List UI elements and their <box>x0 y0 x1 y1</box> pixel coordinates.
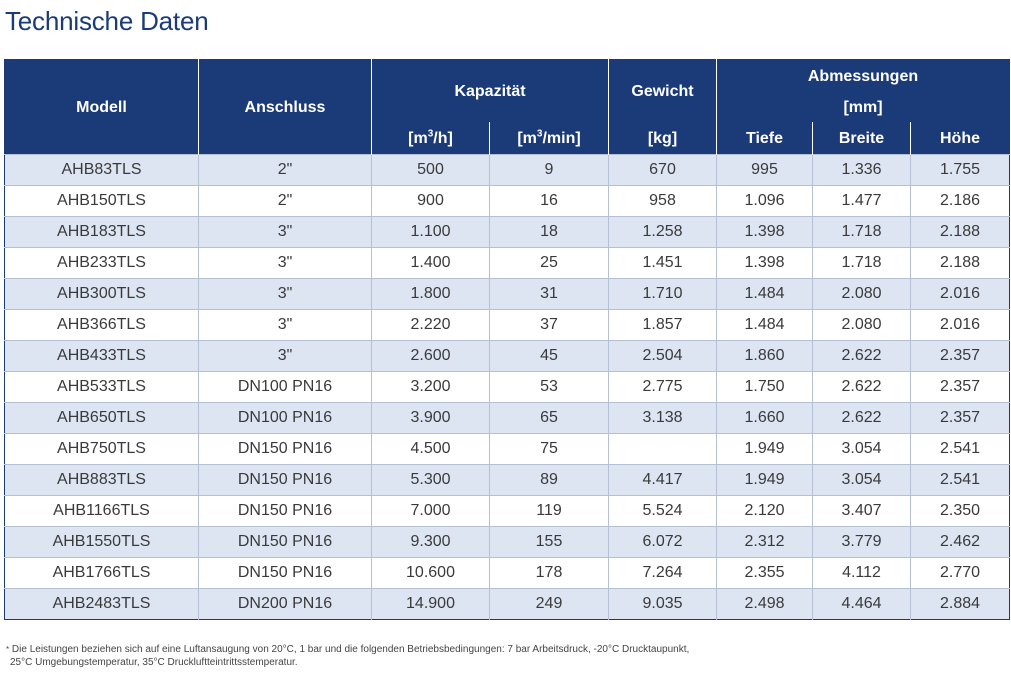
cell-breite: 3.054 <box>813 434 911 465</box>
cell-anschluss: DN150 PN16 <box>199 496 372 527</box>
cell-anschluss: 3" <box>199 217 372 248</box>
unit-m3h-sup: 3 <box>427 128 434 140</box>
cell-modell: AHB1766TLS <box>5 558 199 589</box>
cell-gewicht: 2.775 <box>609 372 717 403</box>
cell-modell: AHB1550TLS <box>5 527 199 558</box>
unit-m3h-a: [m <box>408 129 428 147</box>
col-header-breite: Breite <box>813 122 911 155</box>
cell-tiefe: 1.096 <box>717 186 813 217</box>
table-row <box>5 372 1010 403</box>
cell-anschluss: DN100 PN16 <box>199 372 372 403</box>
footnote-line2: 25°C Umgebungstemperatur, 35°C Druckluftteintrittsstemperatur. <box>10 657 298 668</box>
cell-m3h: 14.900 <box>372 589 490 620</box>
cell-modell: AHB533TLS <box>5 372 199 403</box>
cell-breite: 2.622 <box>813 341 911 372</box>
cell-gewicht: 3.138 <box>609 403 717 434</box>
cell-anschluss: 2" <box>199 186 372 217</box>
cell-tiefe: 2.355 <box>717 558 813 589</box>
cell-breite: 3.054 <box>813 465 911 496</box>
cell-hoehe: 2.188 <box>911 217 1010 248</box>
cell-hoehe: 2.357 <box>911 341 1010 372</box>
cell-gewicht: 7.264 <box>609 558 717 589</box>
table-row <box>5 341 1010 372</box>
cell-anschluss: 3" <box>199 341 372 372</box>
table-row <box>5 434 1010 465</box>
col-header-kapazitaet: Kapazität <box>372 60 609 123</box>
footnote <box>6 643 906 669</box>
cell-tiefe: 1.660 <box>717 403 813 434</box>
cell-hoehe: 2.016 <box>911 279 1010 310</box>
cell-m3h: 4.500 <box>372 434 490 465</box>
cell-m3h: 2.600 <box>372 341 490 372</box>
cell-gewicht: 1.710 <box>609 279 717 310</box>
cell-breite: 1.336 <box>813 155 911 186</box>
unit-m3h-b: /h] <box>433 129 453 147</box>
cell-hoehe: 2.357 <box>911 403 1010 434</box>
cell-modell: AHB433TLS <box>5 341 199 372</box>
cell-tiefe: 1.949 <box>717 465 813 496</box>
cell-anschluss: DN150 PN16 <box>199 558 372 589</box>
cell-tiefe: 2.120 <box>717 496 813 527</box>
page-title: Technische Daten <box>5 6 209 36</box>
cell-hoehe: 2.188 <box>911 248 1010 279</box>
cell-anschluss: DN100 PN16 <box>199 403 372 434</box>
cell-anschluss: DN150 PN16 <box>199 465 372 496</box>
cell-breite: 2.080 <box>813 310 911 341</box>
col-header-m3min <box>490 122 609 155</box>
table-row <box>5 558 1010 589</box>
technical-data-table <box>4 59 1010 620</box>
cell-breite: 1.718 <box>813 248 911 279</box>
cell-hoehe: 2.016 <box>911 310 1010 341</box>
cell-hoehe: 2.462 <box>911 527 1010 558</box>
cell-tiefe: 2.498 <box>717 589 813 620</box>
cell-modell: AHB83TLS <box>5 155 199 186</box>
cell-tiefe: 2.312 <box>717 527 813 558</box>
cell-gewicht <box>609 434 717 465</box>
table-row <box>5 589 1010 620</box>
cell-m3min: 25 <box>490 248 609 279</box>
col-header-modell: Modell <box>5 60 199 155</box>
cell-gewicht: 1.857 <box>609 310 717 341</box>
col-header-abmessungen <box>717 60 1010 123</box>
cell-anschluss: 3" <box>199 279 372 310</box>
footnote-star: * <box>6 645 10 654</box>
cell-gewicht: 9.035 <box>609 589 717 620</box>
cell-m3h: 2.220 <box>372 310 490 341</box>
col-header-kg: [kg] <box>609 122 717 155</box>
cell-m3h: 5.300 <box>372 465 490 496</box>
cell-modell: AHB300TLS <box>5 279 199 310</box>
cell-modell: AHB183TLS <box>5 217 199 248</box>
cell-m3min: 155 <box>490 527 609 558</box>
table-row <box>5 155 1010 186</box>
cell-modell: AHB150TLS <box>5 186 199 217</box>
cell-gewicht: 5.524 <box>609 496 717 527</box>
col-header-anschluss: Anschluss <box>199 60 372 155</box>
cell-m3min: 9 <box>490 155 609 186</box>
table-body <box>5 155 1010 620</box>
cell-tiefe: 1.398 <box>717 248 813 279</box>
cell-gewicht: 2.504 <box>609 341 717 372</box>
cell-hoehe: 2.350 <box>911 496 1010 527</box>
cell-tiefe: 1.750 <box>717 372 813 403</box>
cell-m3h: 3.200 <box>372 372 490 403</box>
table-row <box>5 186 1010 217</box>
cell-m3min: 31 <box>490 279 609 310</box>
cell-hoehe: 2.186 <box>911 186 1010 217</box>
table-row <box>5 310 1010 341</box>
table-row <box>5 403 1010 434</box>
cell-m3min: 75 <box>490 434 609 465</box>
cell-tiefe: 1.484 <box>717 279 813 310</box>
col-header-m3h <box>372 122 490 155</box>
abmessungen-unit: [mm] <box>843 99 883 116</box>
cell-gewicht: 1.258 <box>609 217 717 248</box>
cell-gewicht: 1.451 <box>609 248 717 279</box>
cell-m3min: 18 <box>490 217 609 248</box>
table-row <box>5 496 1010 527</box>
cell-m3min: 37 <box>490 310 609 341</box>
cell-m3h: 10.600 <box>372 558 490 589</box>
cell-m3h: 3.900 <box>372 403 490 434</box>
cell-anschluss: 3" <box>199 310 372 341</box>
cell-m3min: 249 <box>490 589 609 620</box>
cell-tiefe: 1.949 <box>717 434 813 465</box>
cell-anschluss: 2" <box>199 155 372 186</box>
cell-m3min: 16 <box>490 186 609 217</box>
cell-m3min: 89 <box>490 465 609 496</box>
cell-hoehe: 2.541 <box>911 434 1010 465</box>
cell-modell: AHB750TLS <box>5 434 199 465</box>
cell-m3h: 500 <box>372 155 490 186</box>
unit-m3min-b: /min] <box>542 129 581 147</box>
cell-breite: 2.622 <box>813 372 911 403</box>
cell-modell: AHB883TLS <box>5 465 199 496</box>
cell-m3h: 1.400 <box>372 248 490 279</box>
cell-gewicht: 958 <box>609 186 717 217</box>
abmessungen-label: Abmessungen <box>807 68 919 85</box>
table-row <box>5 248 1010 279</box>
table-row <box>5 527 1010 558</box>
cell-modell: AHB650TLS <box>5 403 199 434</box>
cell-gewicht: 670 <box>609 155 717 186</box>
cell-modell: AHB366TLS <box>5 310 199 341</box>
cell-tiefe: 995 <box>717 155 813 186</box>
cell-hoehe: 2.884 <box>911 589 1010 620</box>
table-row <box>5 217 1010 248</box>
cell-m3h: 900 <box>372 186 490 217</box>
col-header-tiefe: Tiefe <box>717 122 813 155</box>
cell-gewicht: 6.072 <box>609 527 717 558</box>
cell-tiefe: 1.484 <box>717 310 813 341</box>
cell-m3h: 1.800 <box>372 279 490 310</box>
cell-modell: AHB2483TLS <box>5 589 199 620</box>
cell-hoehe: 2.770 <box>911 558 1010 589</box>
cell-m3h: 9.300 <box>372 527 490 558</box>
cell-m3min: 65 <box>490 403 609 434</box>
cell-hoehe: 2.541 <box>911 465 1010 496</box>
cell-m3h: 1.100 <box>372 217 490 248</box>
cell-hoehe: 1.755 <box>911 155 1010 186</box>
cell-m3min: 119 <box>490 496 609 527</box>
footnote-line1: Die Leistungen beziehen sich auf eine Luftansaugung von 20°C, 1 bar und die folgenden Betriebsbedingungen: 7 bar Arbeitsdruck, -20°C Drucktaupunkt, <box>11 644 690 655</box>
cell-gewicht: 4.417 <box>609 465 717 496</box>
unit-m3min-a: [m <box>517 129 537 147</box>
cell-breite: 2.622 <box>813 403 911 434</box>
cell-breite: 4.464 <box>813 589 911 620</box>
cell-breite: 4.112 <box>813 558 911 589</box>
cell-breite: 3.779 <box>813 527 911 558</box>
cell-breite: 2.080 <box>813 279 911 310</box>
cell-tiefe: 1.398 <box>717 217 813 248</box>
cell-breite: 1.477 <box>813 186 911 217</box>
cell-modell: AHB233TLS <box>5 248 199 279</box>
cell-m3min: 178 <box>490 558 609 589</box>
cell-hoehe: 2.357 <box>911 372 1010 403</box>
col-header-hoehe: Höhe <box>911 122 1010 155</box>
col-header-gewicht: Gewicht <box>609 60 717 123</box>
table-row <box>5 465 1010 496</box>
cell-m3h: 7.000 <box>372 496 490 527</box>
table-row <box>5 279 1010 310</box>
cell-tiefe: 1.860 <box>717 341 813 372</box>
cell-anschluss: DN150 PN16 <box>199 527 372 558</box>
cell-breite: 1.718 <box>813 217 911 248</box>
cell-breite: 3.407 <box>813 496 911 527</box>
cell-anschluss: DN200 PN16 <box>199 589 372 620</box>
cell-m3min: 45 <box>490 341 609 372</box>
cell-anschluss: 3" <box>199 248 372 279</box>
cell-anschluss: DN150 PN16 <box>199 434 372 465</box>
cell-m3min: 53 <box>490 372 609 403</box>
unit-m3min-sup: 3 <box>536 128 543 140</box>
cell-modell: AHB1166TLS <box>5 496 199 527</box>
